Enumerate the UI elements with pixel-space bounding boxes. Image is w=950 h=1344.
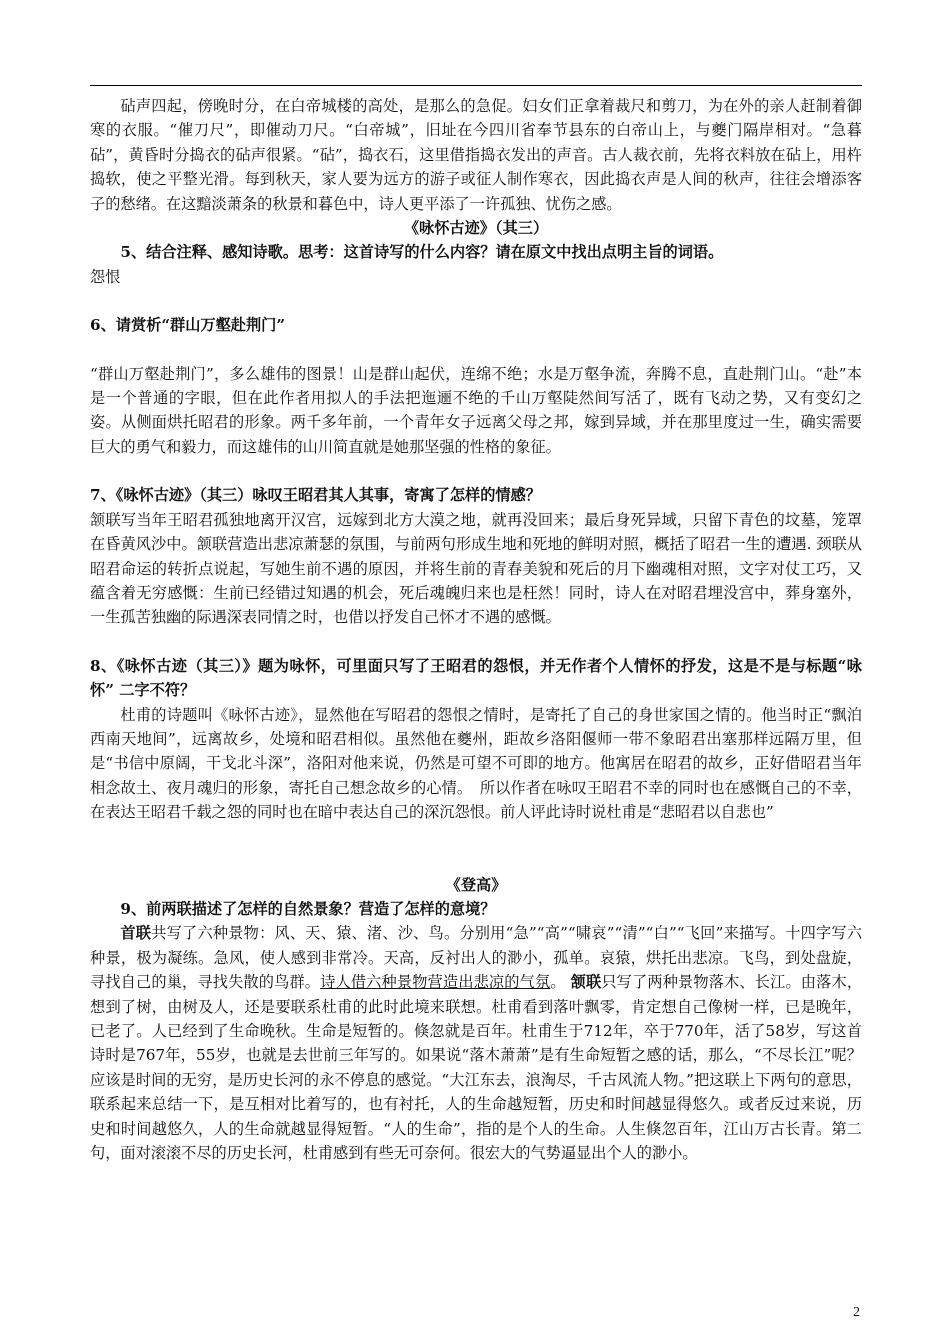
question-7: 7、《咏怀古迹》（其三）咏叹王昭君其人其事，寄寓了怎样的情感？ — [90, 486, 541, 505]
answer-6: “群山万壑赴荆门”，多么雄伟的图景！山是群山起伏，连绵不绝；水是万壑争流，奔腾不息，直赴荆门山。“赴”本是一个普通的字眼，但在此作者用拟人的手法把迤逦不绝的千山万壑陡然间写活了，既有飞动之势，又有变幻之姿。从侧面烘托昭君的形象。两千多年前，一个青年女子远离父母之邦，嫁到异域，并在那里度过一生，确实需要巨大的勇气和毅力，而这雄伟的山川简直就是她那坚强的性格的象征。 — [90, 364, 862, 456]
section-title-huaigu: 《咏怀古迹》（其三） — [403, 219, 549, 238]
document-page — [90, 85, 862, 1165]
question-5: 5、结合注释、感知诗歌。思考：这首诗写的什么内容？请在原文中找出点明主旨的词语。 — [120, 243, 724, 262]
answer-7: 颔联写当年王昭君孤独地离开汉宫，远嫁到北方大漠之地，就再没回来；最后身死异域，只留下青色的坟墓，笼罩在昏黄风沙中。颔联营造出悲凉萧瑟的氛围，与前两句形成生地和死地的鲜明对照，概括了昭君一生的遭遇. 颈联从昭君命运的转折点说起，写她生前不遇的原因，并将生前的青春美貌和死后的月下幽魂相对照，文字对仗工巧，又蕴含着无穷感慨：生前已经错过知遇的机会，死后魂魄归来也是枉然！同时，诗人在对昭君埋没宫中，葬身塞外，一生孤苦独幽的际遇深表同情之时，也借以抒发自己怀才不遇的感慨。 — [90, 510, 862, 627]
header-rule — [90, 85, 862, 86]
underlined-phrase: 诗人借六种景物营造出悲凉的气氛 — [320, 973, 551, 992]
paragraph-chen: 砧声四起，傍晚时分，在白帝城楼的高处，是那么的急促。妇女们正拿着裁尺和剪刀，为在外的亲人赶制着御寒的衣服。“催刀尺”，即催动刀尺。“白帝城”，旧址在今四川省奉节县东的白帝山上，与夔门隔岸相对。“急暮砧”，黄昏时分捣衣的砧声很紧。“砧”，捣衣石，这里借指捣衣发出的声音。古人裁衣前，先将衣料放在砧上，用杵捣软，使之平整光滑。每到秋天，家人要为远方的游子或征人制作寒衣，因此捣衣声是人间的秋声，往往会增添客子的愁绪。在这黯淡萧条的秋景和暮色中，诗人更平添了一许孤独、忧伤之感。 — [90, 97, 862, 213]
question-9: 9、前两联描述了怎样的自然景象？营造了怎样的意境？ — [120, 899, 496, 918]
answer-9-sep: 。 — [550, 973, 566, 992]
label-hanlian: 颔联 — [570, 973, 602, 992]
label-shoulian: 首联 — [120, 924, 152, 943]
question-8: 8、《咏怀古迹（其三）》题为咏怀，可里面只写了王昭君的怨恨，并无作者个人情怀的抒发，这是不是与标题“咏怀” 二字不符？ — [90, 656, 862, 700]
answer-9-part2: 只写了两种景物落木、长江。由落木，想到了树，由树及人，还是要联系杜甫的此时此境来联想。杜甫看到落叶飘零，肯定想自己像树一样，已是晚年，已老了。人已经到了生命晚秋。生命是短暂的。倏忽就是百年。杜甫生于712年，卒于770年，活了58岁，写这首诗时是767年，55岁，也就是去世前三年写的。如果说“落木萧萧”是有生命短暂之感的话，那么，“不尽长江”呢？应该是时间的无穷，是历史长河的永不停息的感觉。“大江东去，浪淘尽，千古风流人物。”把这联上下两句的意思，联系起来总结一下，是互相对比着写的，也有衬托，人的生命越短暂，历史和时间越显得悠久。或者反过来说，历史和时间越悠久，人的生命就越显得短暂。“人的生命”，指的是个人的生命。人生倏忽百年，江山万古长青。第二句，面对滚滚不尽的历史长河，杜甫感到有些无可奈何。很宏大的气势逼显出个人的渺小。 — [90, 973, 863, 1163]
answer-9-part1: 共写了六种景物：风、天、猿、渚、沙、鸟。分别用“急”“高”“啸哀”“清”“白”“飞回”来描写。十四字写六种景，极为凝练。急风，使人感到非常冷。天高，反衬出人的渺小，孤单。哀猿，烘托出悲凉。飞鸟，到处盘旋，寻找自己的巢，寻找失散的鸟群。 — [90, 924, 863, 992]
answer-8: 杜甫的诗题叫《咏怀古迹》，显然他在写昭君的怨恨之情时，是寄托了自己的身世家国之情的。他当时正“飘泊西南天地间”，远离故乡，处境和昭君相似。虽然他在夔州，距故乡洛阳偃师一带不象昭君出塞那样远隔万里，但是“书信中原阔，干戈北斗深”，洛阳对他来说，仍然是可望不可即的地方。他寓居在昭君的故乡，正好借昭君当年相念故土、夜月魂归的形象，寄托自己想念故乡的心情。 所以作者在咏叹王昭君不幸的同时也在感慨自己的不幸，在表达王昭君千载之怨的同时也在暗中表达自己的深沉怨恨。前人评此诗时说杜甫是“悲昭君以自悲也” — [90, 705, 862, 822]
section-title-denggao: 《登高》 — [445, 875, 507, 894]
question-6: 6、请赏析“群山万壑赴荆门” — [90, 316, 286, 335]
answer-9 — [90, 921, 862, 1165]
page-number: 2 — [853, 1305, 860, 1320]
answer-5: 怨恨 — [90, 267, 121, 286]
